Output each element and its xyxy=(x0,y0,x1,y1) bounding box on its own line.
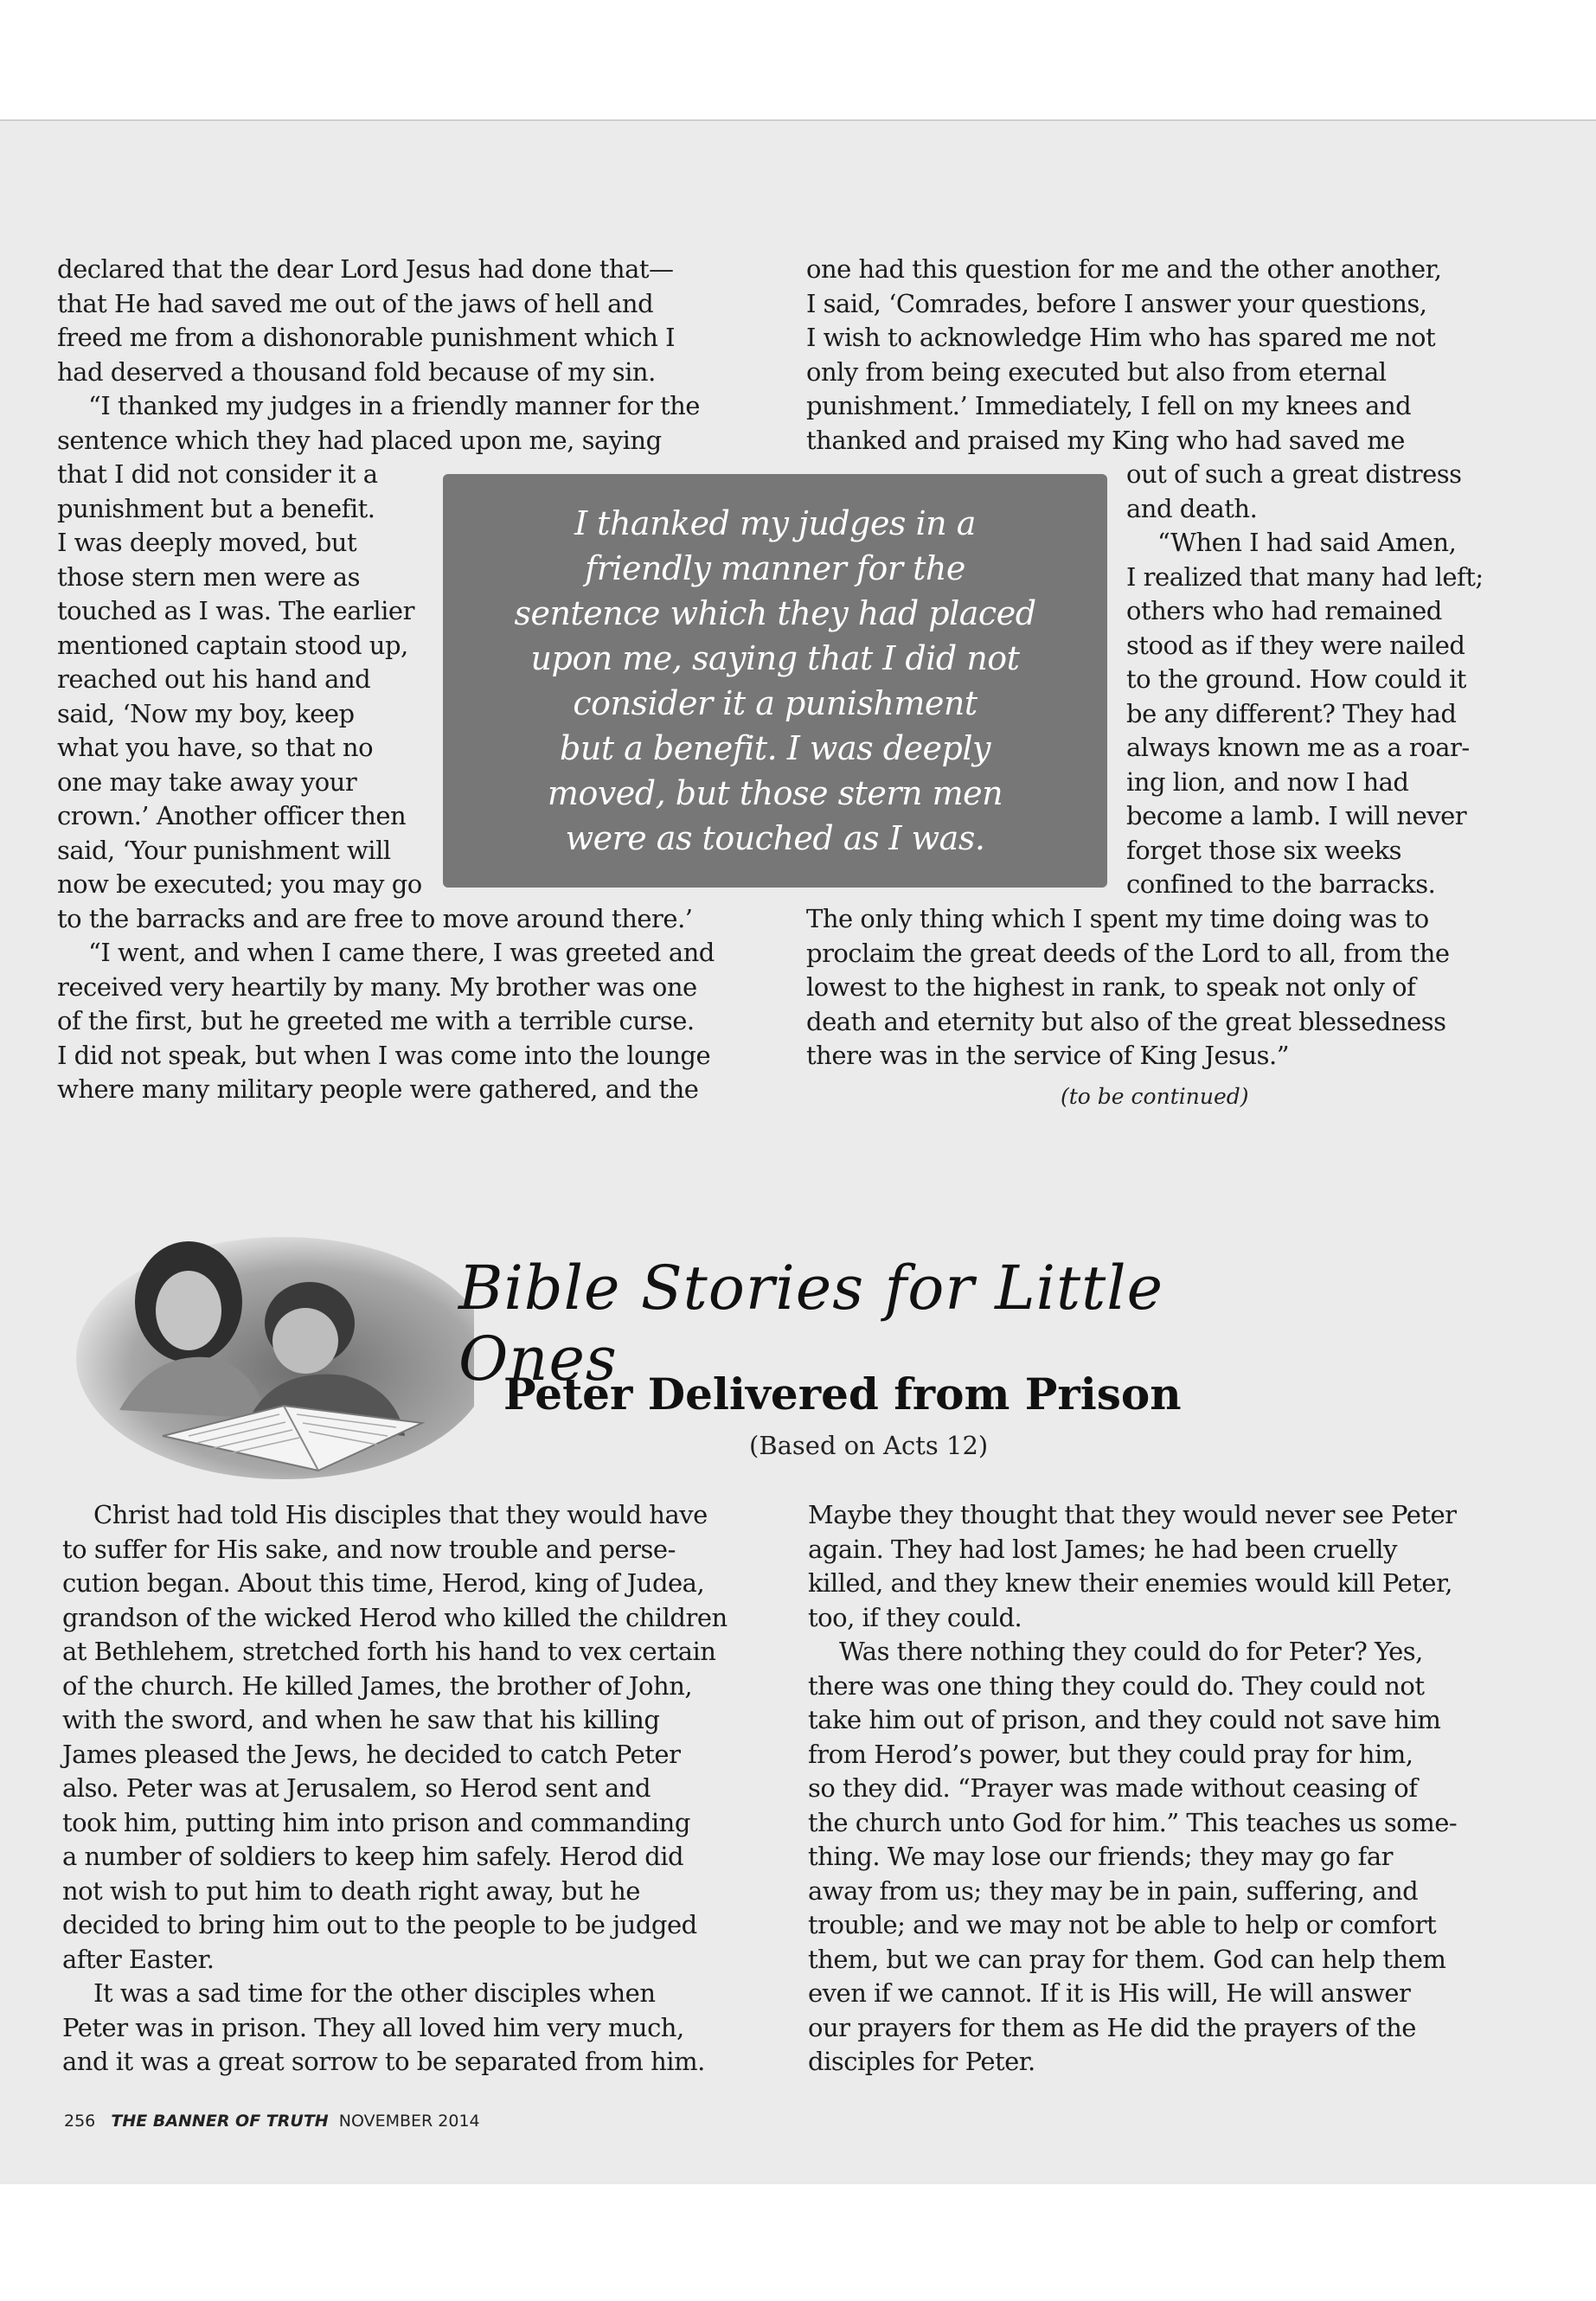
text-line: those stern men were as xyxy=(57,561,360,592)
text-line: with the sword, and when he saw that his killing xyxy=(62,1705,660,1734)
text-line: death and eternity but also of the great blessedness xyxy=(806,1006,1446,1036)
text-line: Christ had told His disciples that they would have xyxy=(93,1500,708,1529)
pull-quote-line: I thanked my judges in a xyxy=(574,504,976,542)
pull-quote-line: but a benefit. I was deeply xyxy=(560,729,990,767)
text-line: took him, putting him into prison and commanding xyxy=(62,1807,690,1837)
boy-face xyxy=(272,1308,338,1374)
text-line: only from being executed but also from eternal xyxy=(806,356,1387,387)
text-line: from Herod’s power, but they could pray for him, xyxy=(808,1739,1413,1769)
text-line: confined to the barracks. xyxy=(1126,869,1436,899)
text-line: take him out of prison, and they could not save him xyxy=(808,1705,1441,1734)
text-line: mentioned captain stood up, xyxy=(57,630,408,660)
pull-quote-line: friendly manner for the xyxy=(585,549,965,587)
text-line: I was deeply moved, but xyxy=(57,528,357,557)
text-line: trouble; and we may not be able to help or comfort xyxy=(808,1910,1437,1939)
text-line: Was there nothing they could do for Peter? Yes, xyxy=(839,1637,1423,1666)
text-line: I did not speak, but when I was come into the lounge xyxy=(57,1040,711,1070)
story-right-column xyxy=(808,1498,1552,2080)
text-line: out of such a great distress xyxy=(1126,459,1462,489)
text-line: forget those six weeks xyxy=(1126,835,1402,865)
text-line: proclaim the great deeds of the Lord to all, from the xyxy=(806,938,1450,968)
text-line: said, ‘Now my boy, keep xyxy=(57,698,355,728)
magazine-name: THE BANNER OF TRUTH xyxy=(111,2112,329,2131)
text-line: declared that the dear Lord Jesus had done that— xyxy=(57,254,674,284)
text-line: stood as if they were nailed xyxy=(1126,630,1465,660)
text-line: freed me from a dishonorable punishment which I xyxy=(57,323,676,352)
pull-quote-line: upon me, saying that I did not xyxy=(530,639,1020,677)
text-line: said, ‘Your punishment will xyxy=(57,835,391,865)
text-line: after Easter. xyxy=(62,1944,215,1974)
text-line: cution began. About this time, Herod, king of Judea, xyxy=(62,1568,705,1598)
text-line: Peter was in prison. They all loved him very much, xyxy=(62,2012,684,2042)
text-line: that He had saved me out of the jaws of hell and xyxy=(57,288,654,318)
text-line: of the first, but he greeted me with a terrible curse. xyxy=(57,1006,695,1035)
text-line: I said, ‘Comrades, before I answer your questions, xyxy=(806,288,1427,318)
text-line: I realized that many had left; xyxy=(1126,561,1484,592)
issue-date: NOVEMBER 2014 xyxy=(338,2112,480,2131)
text-line: not wish to put him to death right away, but he xyxy=(62,1875,640,1906)
text-line: sentence which they had placed upon me, saying xyxy=(57,425,662,455)
text-line: also. Peter was at Jerusalem, so Herod sent and xyxy=(62,1773,651,1803)
text-line: received very heartily by many. My brother was one xyxy=(57,971,697,1002)
text-line: even if we cannot. If it is His will, He will answer xyxy=(808,1978,1411,2008)
text-line: be any different? They had xyxy=(1126,698,1457,728)
text-line: always known me as a roar- xyxy=(1126,733,1470,762)
pull-quote-line: sentence which they had placed xyxy=(514,594,1036,632)
pull-quote-text xyxy=(514,501,1035,861)
article-right-column-lower xyxy=(806,902,1550,1074)
text-line: thanked and praised my King who had saved me xyxy=(806,425,1405,455)
text-line: one had this question for me and the other another, xyxy=(806,254,1442,284)
text-line: become a lamb. I will never xyxy=(1126,801,1467,830)
text-line: It was a sad time for the other disciples when xyxy=(93,1978,656,2008)
to-be-continued-note: (to be continued) xyxy=(1061,1084,1249,1109)
text-line: and death. xyxy=(1126,493,1258,523)
text-line: to suffer for His sake, and now trouble and perse- xyxy=(62,1534,676,1564)
text-line: to the ground. How could it xyxy=(1126,664,1466,694)
text-line: them, but we can pray for them. God can help them xyxy=(808,1944,1446,1974)
series-title: Bible Stories for Little Ones xyxy=(458,1253,1164,1394)
text-line: our prayers for them as He did the prayers of the xyxy=(808,2012,1416,2042)
page-footer xyxy=(64,2112,480,2131)
text-line: there was in the service of King Jesus.” xyxy=(806,1041,1290,1070)
text-line: had deserved a thousand fold because of my sin. xyxy=(57,356,656,387)
text-line: away from us; they may be in pain, suffering, and xyxy=(808,1875,1419,1906)
text-line: to the barracks and are free to move around there.’ xyxy=(57,903,693,933)
girl-face xyxy=(156,1271,221,1350)
text-line: that I did not consider it a xyxy=(57,459,378,489)
text-line: decided to bring him out to the people to be judged xyxy=(62,1910,697,1939)
story-left-column xyxy=(62,1498,789,2080)
text-line: punishment.’ Immediately, I fell on my knees and xyxy=(806,391,1412,420)
pull-quote-line: were as touched as I was. xyxy=(565,819,985,857)
text-line: and it was a great sorrow to be separated from him. xyxy=(62,2047,705,2076)
text-line: Maybe they thought that they would never see Peter xyxy=(808,1500,1457,1529)
text-line: at Bethlehem, stretched forth his hand to vex certain xyxy=(62,1637,716,1666)
text-line: punishment but a benefit. xyxy=(57,493,375,523)
story-subtitle: (Based on Acts 12) xyxy=(749,1431,989,1460)
text-line: lowest to the highest in rank, to speak not only of xyxy=(806,972,1416,1002)
children-reading-bible-photo xyxy=(59,1220,474,1479)
pull-quote-box xyxy=(443,474,1107,888)
text-line: others who had remained xyxy=(1126,596,1442,625)
article-right-column-narrow xyxy=(1126,458,1559,902)
text-line: where many military people were gathered, and the xyxy=(57,1074,699,1104)
text-line: I wish to acknowledge Him who has spared me not xyxy=(806,323,1436,352)
text-line: one may take away your xyxy=(57,766,357,797)
text-line: killed, and they knew their enemies would kill Peter, xyxy=(808,1568,1452,1598)
text-line: again. They had lost James; he had been cruelly xyxy=(808,1534,1397,1564)
text-line: so they did. “Prayer was made without ceasing of xyxy=(808,1773,1418,1803)
text-line: “I thanked my judges in a friendly manner for the xyxy=(88,391,700,420)
text-line: a number of soldiers to keep him safely. Herod did xyxy=(62,1842,684,1871)
pull-quote-line: moved, but those stern men xyxy=(547,774,1003,812)
text-line: touched as I was. The earlier xyxy=(57,596,414,625)
text-line: what you have, so that no xyxy=(57,733,374,762)
story-title: Peter Delivered from Prison xyxy=(503,1368,1182,1420)
article-right-column-upper xyxy=(806,253,1550,458)
text-line: too, if they could. xyxy=(808,1602,1022,1632)
pull-quote-line: consider it a punishment xyxy=(573,684,977,722)
text-line: “I went, and when I came there, I was greeted and xyxy=(88,938,715,967)
text-line: thing. We may lose our friends; they may go far xyxy=(808,1842,1393,1871)
text-line: crown.’ Another officer then xyxy=(57,801,407,830)
text-line: disciples for Peter. xyxy=(808,2047,1035,2076)
text-line: reached out his hand and xyxy=(57,664,371,694)
text-line: of the church. He killed James, the brother of John, xyxy=(62,1670,693,1701)
text-line: “When I had said Amen, xyxy=(1157,528,1457,557)
text-line: the church unto God for him.” This teaches us some- xyxy=(808,1807,1458,1837)
text-line: now be executed; you may go xyxy=(57,869,422,899)
text-line: grandson of the wicked Herod who killed the children xyxy=(62,1602,727,1632)
text-line: The only thing which I spent my time doing was to xyxy=(806,904,1429,933)
text-line: James pleased the Jews, he decided to catch Peter xyxy=(62,1739,681,1769)
text-line: there was one thing they could do. They could not xyxy=(808,1670,1425,1701)
page-number: 256 xyxy=(64,2112,96,2131)
text-line: ing lion, and now I had xyxy=(1126,766,1409,797)
